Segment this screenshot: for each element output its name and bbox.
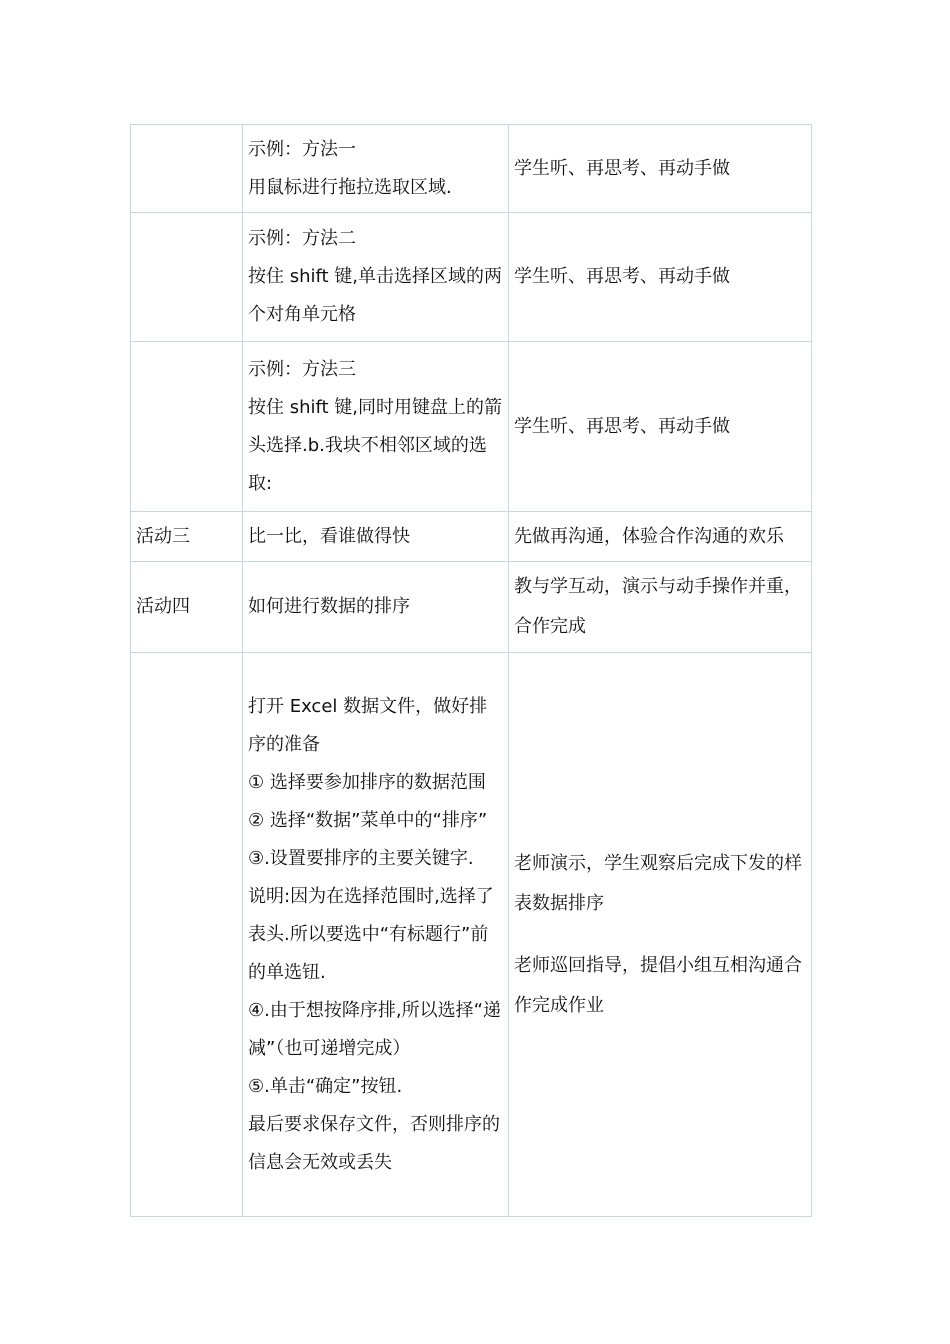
table-row	[131, 213, 812, 342]
method-cell	[509, 342, 812, 512]
paragraph-gap	[514, 924, 806, 946]
activity-cell	[131, 653, 243, 1217]
content-line: 示例：方法二	[248, 228, 356, 249]
method-line: 学生听、再思考、再动手做	[514, 157, 730, 179]
method-line: 先做再沟通，体验合作沟通的欢乐	[514, 525, 784, 547]
content-line: 最后要求保存文件，否则排序的信息会无效或丢失	[248, 1113, 500, 1173]
content-line: ① 选择要参加排序的数据范围	[248, 771, 486, 793]
content-line: 打开 Excel 数据文件，做好排序的准备	[248, 695, 488, 755]
method-line: 老师演示，学生观察后完成下发的样表数据排序	[514, 852, 802, 914]
content-cell	[243, 342, 509, 512]
method-cell	[509, 213, 812, 342]
method-cell	[509, 562, 812, 653]
content-line: 说明:因为在选择范围时,选择了表头.所以要选中“有标题行”前的单选钮.	[248, 885, 494, 983]
table-row	[131, 562, 812, 653]
activity-label: 活动三	[136, 525, 190, 547]
content-line: ② 选择“数据”菜单中的“排序”	[248, 809, 488, 831]
method-line: 学生听、再思考、再动手做	[514, 415, 730, 437]
content-line: ④.由于想按降序排,所以选择“递减”（也可递增完成）	[248, 999, 501, 1059]
content-cell	[243, 125, 509, 213]
content-line: 用鼠标进行拖拉选取区域.	[248, 176, 452, 198]
activity-label: 活动四	[136, 596, 190, 617]
table-row	[131, 512, 812, 562]
activity-cell	[131, 342, 243, 512]
activity-cell	[131, 213, 243, 342]
content-line: 示例：方法三	[248, 358, 356, 380]
content-cell	[243, 512, 509, 562]
method-line: 老师巡回指导，提倡小组互相沟通合作完成作业	[514, 954, 802, 1016]
content-line: 如何进行数据的排序	[248, 596, 410, 617]
table-row	[131, 653, 812, 1217]
content-line: 比一比，看谁做得快	[248, 525, 410, 547]
content-line: ③.设置要排序的主要关键字.	[248, 847, 474, 869]
activity-cell	[131, 562, 243, 653]
activity-cell	[131, 125, 243, 213]
lesson-plan-table	[130, 124, 812, 1217]
activity-cell	[131, 512, 243, 562]
table-row	[131, 125, 812, 213]
content-line: 示例：方法一	[248, 138, 356, 160]
content-cell	[243, 213, 509, 342]
method-cell	[509, 653, 812, 1217]
table-row	[131, 342, 812, 512]
content-line: 按住 shift 键,同时用键盘上的箭头选择.b.我块不相邻区域的选取:	[248, 396, 503, 494]
method-cell	[509, 512, 812, 562]
method-line: 教与学互动，演示与动手操作并重，合作完成	[514, 576, 802, 637]
content-cell	[243, 653, 509, 1217]
method-cell	[509, 125, 812, 213]
content-cell	[243, 562, 509, 653]
content-line: ⑤.单击“确定”按钮.	[248, 1075, 403, 1097]
content-line: 按住 shift 键,单击选择区域的两个对角单元格	[248, 266, 503, 325]
method-line: 学生听、再思考、再动手做	[514, 266, 730, 287]
